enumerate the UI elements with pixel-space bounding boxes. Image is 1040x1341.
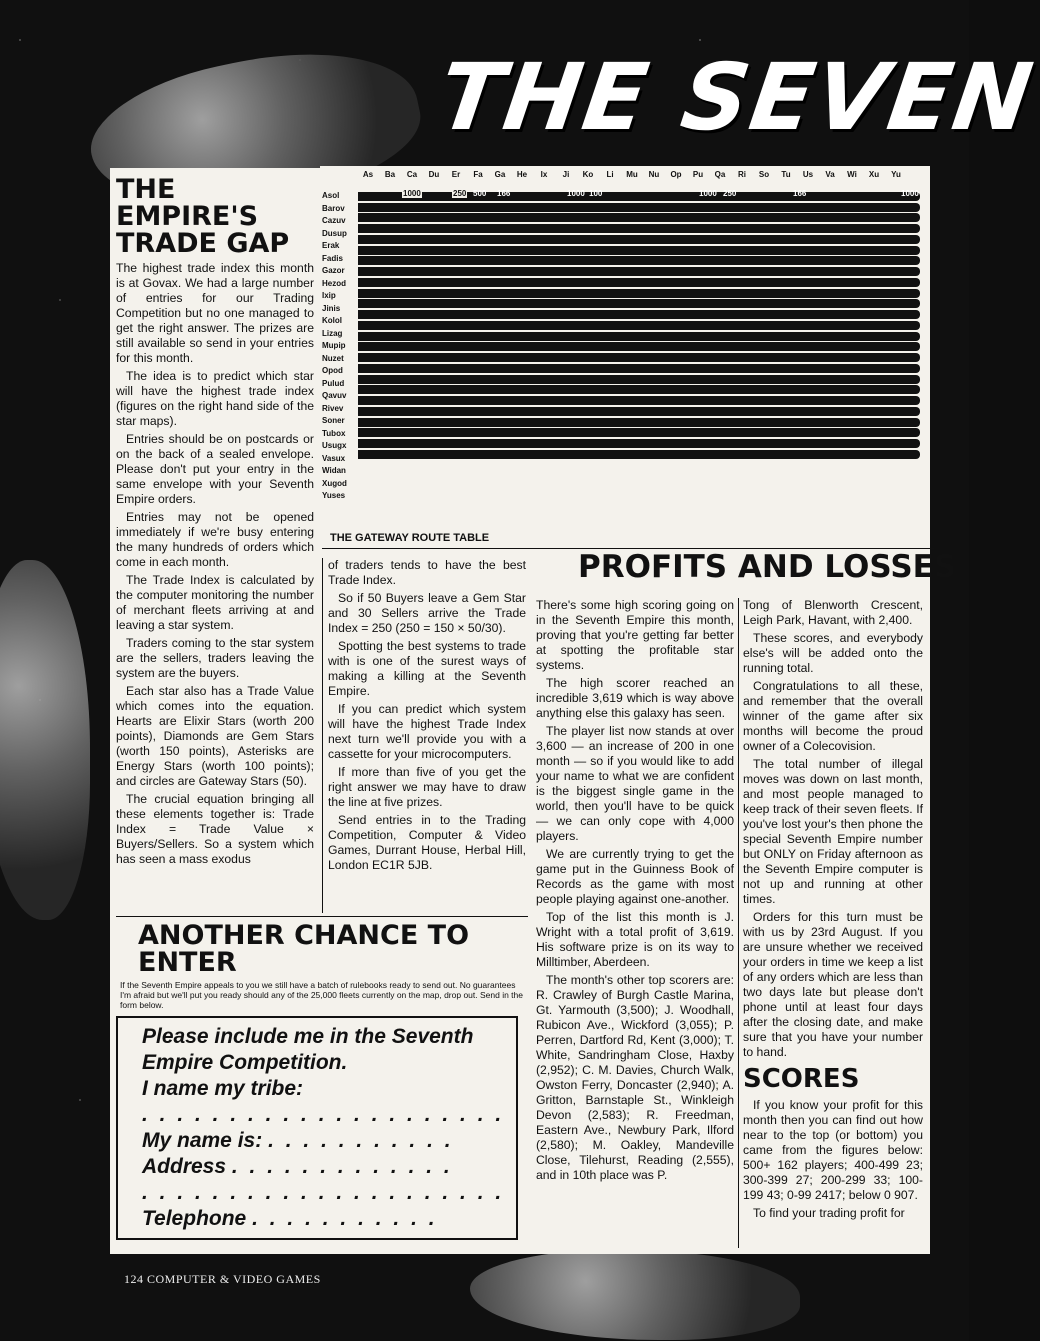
route-bar (358, 321, 920, 330)
row-name: Lizag (322, 328, 343, 338)
address-row[interactable] (142, 1154, 516, 1180)
route-bar (358, 439, 920, 448)
column-label: Ba (384, 170, 396, 179)
row-name: Asol (322, 191, 340, 200)
route-bar (358, 235, 920, 244)
form-line: Please include me in the Seventh (142, 1025, 474, 1048)
column-divider (322, 558, 323, 913)
paragraph: If more than five of you get the right answer we may have to draw the line at five prizes. (328, 765, 526, 809)
address-field[interactable]: . . . . . . . . . . . . . (231, 1155, 453, 1178)
row-name: Cazuv (322, 216, 346, 225)
paragraph: Send entries in to the Trading Competition, Computer & Video Games, Durrant House, Herbal Hill, London EC1R 5JB. (328, 813, 526, 872)
scores-text: If you know your profit for this month then you can find out how near to the top (or bottom) you came from the figures below: 500+ 162 players; 400-499 23; 300-399 27; 200-299 33; 100-199 43; 0-99 2417; below 0 907. (743, 1098, 923, 1202)
column-label: Xu (868, 170, 880, 179)
row-name: Jinis (322, 303, 341, 313)
route-value: 1000 (901, 189, 919, 198)
paragraph: The highest trade index this month is at Govax. We had a large number of entries for our Trading Competition but no one managed to get the right answer. The prizes are still available so send in your entries for this month. (116, 261, 314, 365)
address-field-2[interactable]: . . . . . . . . . . . . . . . . . . . . . (142, 1181, 505, 1204)
page-footer: 124 COMPUTER & VIDEO GAMES (124, 1272, 321, 1286)
row-name: Mupip (322, 341, 346, 350)
paragraph: Tong of Blenworth Crescent, Leigh Park, Havant, with 2,400. (743, 598, 923, 627)
route-bar (358, 192, 920, 201)
paragraph: Each star also has a Trade Value which comes into the equation. Hearts are Elixir Stars (worth 200 points), Diamonds are Gem Stars (worth 150 points), Asterisks are Energy Stars (worth 100 points); and circles are Gateway Stars (50). (116, 684, 314, 788)
row-name: Qavuv (322, 391, 347, 400)
route-bar (358, 267, 920, 276)
trade-gap-article (116, 176, 314, 870)
paragraph: The total number of illegal moves was down on last month, and most people managed to keep track of their seven fleets. If you've lost your's then phone the special Seventh Empire number but ONLY on Friday afternoon as the Seventh Empire computer is not up and running at other times. (743, 757, 923, 906)
column-label: Ix (540, 170, 548, 179)
paragraph: of traders tends to have the best Trade Index. (328, 558, 526, 587)
scores-tail: To find your trading profit for (753, 1206, 905, 1220)
row-name: Tubox (322, 428, 346, 438)
paragraph: These scores, and everybody else's will be added onto the running total. (743, 631, 923, 675)
route-value: 250 (453, 189, 467, 198)
row-name: Erak (322, 241, 340, 250)
paragraph: There's some high scoring going on in the Seventh Empire this month, proving that you're getting far better at spotting the profitable star systems. (536, 598, 734, 672)
paragraph: Congratulations to all these, and remember that the overall winner of the game after six months will become the proud owner of a Colecovision. (743, 679, 923, 753)
route-bar (358, 385, 920, 394)
trade-gap-body (116, 261, 314, 867)
route-value: 1000 (699, 189, 717, 198)
row-name: Pulud (322, 378, 345, 388)
bottom-strip (110, 1238, 930, 1254)
trade-gap-title-2: TRADE GAP (116, 228, 290, 259)
section-rule (116, 916, 528, 917)
row-name: Soner (322, 416, 345, 425)
route-value: 250 (723, 189, 737, 198)
column-label: Li (606, 170, 614, 179)
row-name: Kolol (322, 316, 342, 325)
column-label: Wi (847, 170, 857, 179)
form-line: I name my tribe: (142, 1077, 304, 1100)
route-table-caption: THE GATEWAY ROUTE TABLE (330, 532, 490, 544)
tribe-field[interactable]: . . . . . . . . . . . . . . . . . . . . . (142, 1103, 505, 1126)
column-label: Nu (648, 170, 660, 179)
row-name: Yuses (322, 491, 346, 500)
route-value: 1000 (403, 189, 421, 198)
route-bar (358, 375, 920, 384)
column-label: Du (428, 170, 440, 179)
column-label: As (362, 170, 374, 179)
paragraph: The crucial equation bringing all these elements together is: Trade Index = Trade Value × Buyers/Sellers. So a system which has seen a mass exodus (116, 792, 314, 866)
route-table-row-names (322, 190, 356, 503)
paragraph: Orders for this turn must be with us by 23rd August. If you are unsure whether we received your orders in time we keep a list of any orders which are less than two days late but please don't phone until at least four days after the closing date, and make sure that you have your number to hand. (743, 910, 923, 1059)
entry-section (116, 922, 528, 1240)
paragraph: Top of the list this month is J. Wright with a total profit of 3,619. His software prize is on its way to Milltimber, Aberdeen. (536, 910, 734, 969)
paragraph: The high scorer reached an incredible 3,619 which is way above anything else this galaxy has seen. (536, 676, 734, 720)
row-name: Vasux (322, 453, 346, 463)
route-bar (358, 278, 920, 287)
route-bar (358, 407, 920, 416)
name-field[interactable]: . . . . . . . . . . . (268, 1129, 454, 1152)
route-value: 500 (473, 189, 487, 198)
route-value: 166 (497, 189, 511, 198)
paragraph: The idea is to predict which star will have the highest trade index (figures on the right hand side of the star maps). (116, 369, 314, 428)
route-bar (358, 428, 920, 437)
route-bar (358, 332, 920, 341)
row-name: Gazor (322, 266, 345, 275)
route-bar (358, 203, 920, 212)
paragraph: Entries may not be opened immediately if we're busy entering the many hundreds of orders which come in each month. (116, 510, 314, 569)
telephone-label: Telephone (142, 1207, 247, 1230)
column-label: Er (451, 170, 461, 179)
column-label: Ri (738, 170, 746, 179)
column-label: So (758, 170, 770, 179)
route-bar (358, 224, 920, 233)
column-label: Fa (473, 170, 483, 179)
entry-form[interactable] (116, 1016, 518, 1240)
column-divider (738, 598, 739, 1248)
row-name: Usugx (322, 441, 347, 450)
route-bar (358, 396, 920, 405)
row-name: Widan (322, 466, 346, 475)
column-label: Op (670, 170, 682, 179)
route-bar (358, 310, 920, 319)
profits-col2 (743, 598, 923, 1224)
column-label: Pu (692, 170, 704, 179)
route-bar (358, 450, 920, 459)
profits-title: PROFITS AND LOSSES (578, 549, 957, 585)
column-label: Yu (891, 170, 901, 179)
column-label: Qa (714, 170, 726, 179)
page-headline: THE SEVEN (432, 44, 1040, 151)
row-name: Barov (322, 203, 345, 213)
route-bar (358, 213, 920, 222)
column-label: He (516, 170, 528, 179)
column-label: Ca (406, 170, 418, 179)
row-name: Dusup (322, 228, 347, 238)
route-bar (358, 342, 920, 351)
route-table-header (355, 170, 920, 184)
scores-title: SCORES (743, 1064, 860, 1094)
name-row[interactable] (142, 1128, 516, 1154)
paragraph: If you can predict which system will have the highest Trade Index next turn we'll provide you with a cassette for your microcomputers. (328, 702, 526, 761)
telephone-row[interactable] (142, 1206, 516, 1232)
form-line: Empire Competition. (142, 1051, 348, 1074)
trade-gap-continued (328, 558, 526, 876)
row-name: Opod (322, 366, 343, 375)
column-label: Mu (626, 170, 638, 179)
paragraph: Entries should be on postcards or on the back of a sealed envelope. Please don't put your entry in the same envelope with your Seventh Empire orders. (116, 432, 314, 506)
route-value: 166 (793, 189, 807, 198)
column-label: Va (825, 170, 835, 179)
route-bar (358, 364, 920, 373)
column-label: Ji (562, 170, 570, 179)
route-bar (358, 418, 920, 427)
paragraph: Traders coming to the star system are the sellers, traders leaving the system are the buyers. (116, 636, 314, 680)
name-label: My name is: (142, 1129, 263, 1152)
paragraph: Spotting the best systems to trade with is one of the surest ways of making a killing at the Seventh Empire. (328, 639, 526, 698)
entry-title: ANOTHER CHANCE TO ENTER (138, 920, 470, 978)
profits-col1 (536, 598, 734, 1186)
row-name: Nuzet (322, 353, 344, 363)
row-name: Fadis (322, 253, 343, 263)
route-bar (358, 256, 920, 265)
paragraph: We are currently trying to get the game put in the Guinness Book of Records as the game with most people playing against one-another. (536, 847, 734, 906)
route-bar (358, 299, 920, 308)
route-value: 100 (589, 189, 603, 198)
route-value: 1000 (567, 189, 585, 198)
row-name: Hezod (322, 278, 346, 288)
address-label: Address (142, 1155, 227, 1178)
column-label: Ga (494, 170, 506, 179)
row-name: Xugod (322, 478, 347, 488)
route-bar (358, 246, 920, 255)
paragraph: The month's other top scorers are: R. Crawley of Burgh Castle Marina, Gt. Yarmouth (3,500); J. Woodhall, Rubicon Ave., Wickford (3,055); P. Perren, Dartford Rd, Kent (3,000); T. White, Sandringham Close, Haxby (2,952); C. M. Davies, Church Walk, Owston Ferry, Doncaster (2,940); A. Gritton, Barnstaple St., Winkleigh Devon (2,583); R. Freedman, Eastern Ave., Newbury Park, Ilford (2,580); M. Oakley, Mandeville Close, Tilehurst, Reading (2,555), and in 10th place was P. (536, 973, 734, 1182)
telephone-field[interactable]: . . . . . . . . . . . (252, 1207, 438, 1230)
column-label: Ko (582, 170, 594, 179)
route-bar (358, 289, 920, 298)
column-label: Us (802, 170, 814, 179)
paragraph: So if 50 Buyers leave a Gem Star and 30 Sellers arrive the Trade Index = 250 (250 = 150 × 50/30). (328, 591, 526, 635)
paragraph: The Trade Index is calculated by the computer monitoring the number of merchant fleets arriving at and leaving a star system. (116, 573, 314, 632)
route-table-bars (358, 190, 920, 461)
column-label: Tu (781, 170, 791, 179)
trade-gap-title-1: THE EMPIRE'S (116, 174, 259, 232)
route-bar (358, 353, 920, 362)
paragraph: The player list now stands at over 3,600 — an increase of 200 in one month — so if you would like to add your name to what we are confident is the biggest single game in the world, then you'll have to be quick — we can only cope with 4,000 players. (536, 724, 734, 843)
row-name: Rivev (322, 403, 344, 413)
entry-intro: If the Seventh Empire appeals to you we still have a batch of rulebooks ready to send out. No guarantees I'm afraid but we'll put you ready should any of the 25,000 fleets currently on the map, drop out. Send in the form below. (120, 980, 523, 1010)
row-name: Ixip (322, 291, 336, 300)
